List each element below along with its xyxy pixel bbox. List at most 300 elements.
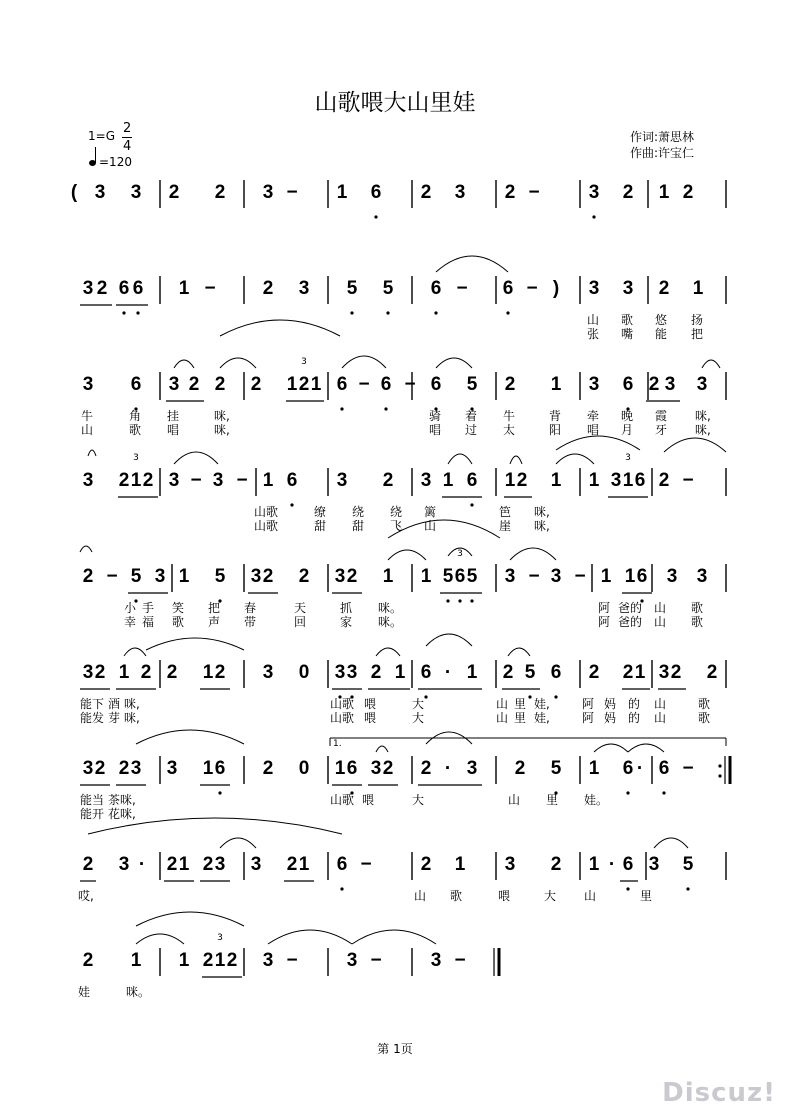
- low-octave-dot: [136, 311, 139, 314]
- note: 5: [214, 566, 226, 587]
- note: 3: [298, 278, 310, 299]
- lyricist-credit: 作词:萧思林: [630, 130, 695, 144]
- lyric: 山: [654, 697, 667, 711]
- note: 3: [154, 566, 166, 587]
- note: 2: [214, 374, 226, 395]
- lyric: 娃,: [534, 697, 550, 711]
- lyric: 咪。: [378, 601, 403, 615]
- lyric: 角: [129, 409, 142, 423]
- lyric: 幸: [124, 615, 137, 629]
- note: 1: [550, 374, 562, 395]
- slur: [136, 730, 244, 744]
- lyric: 牛: [81, 409, 94, 423]
- lyric: 咪,: [124, 697, 140, 711]
- low-octave-dot: [340, 887, 343, 890]
- note: 3: [82, 758, 94, 779]
- lyric: 哎,: [78, 889, 94, 903]
- note: 3: [430, 950, 442, 971]
- note: 3: [214, 854, 226, 875]
- lyric: 牙: [655, 423, 668, 437]
- repeat-dot: [718, 774, 721, 777]
- lyric: 骑: [429, 409, 442, 423]
- lyric: 山: [654, 711, 667, 725]
- lyric: 山: [508, 793, 521, 807]
- slur: [80, 546, 92, 552]
- note: 1: [178, 566, 190, 587]
- note: 3: [130, 182, 142, 203]
- note: −: [360, 854, 372, 875]
- note: 2: [202, 854, 214, 875]
- note: 6: [130, 374, 142, 395]
- slur: [510, 548, 556, 560]
- triplet-mark: 3: [217, 933, 223, 943]
- note: 1: [634, 662, 646, 683]
- note: 2: [502, 662, 514, 683]
- note: −: [204, 278, 216, 299]
- note: (: [70, 182, 78, 203]
- note: 3: [346, 662, 358, 683]
- lyric: 飞: [390, 519, 403, 533]
- lyric: 大: [412, 711, 425, 725]
- low-octave-dot: [424, 695, 427, 698]
- low-octave-dot: [626, 887, 629, 890]
- slur: [352, 930, 436, 944]
- note: 3: [334, 566, 346, 587]
- slur: [436, 358, 472, 368]
- note: 6: [622, 374, 634, 395]
- note: 2: [168, 182, 180, 203]
- lyric: 太: [503, 423, 516, 437]
- note: −: [528, 182, 540, 203]
- note: 2: [214, 182, 226, 203]
- lyric: 咪,: [695, 423, 711, 437]
- note: 2: [370, 662, 382, 683]
- note: 3: [622, 278, 634, 299]
- low-octave-dot: [626, 791, 629, 794]
- note: 2: [648, 374, 660, 395]
- note: −: [456, 278, 468, 299]
- lyric: 娃: [78, 985, 91, 999]
- slur: [174, 360, 194, 368]
- note: 3: [696, 566, 708, 587]
- slur: [376, 746, 388, 752]
- note: ·: [138, 854, 146, 875]
- lyric: 能下: [80, 697, 105, 711]
- note: 1: [262, 470, 274, 491]
- lyric: 能当: [80, 793, 105, 807]
- note: ·: [444, 758, 452, 779]
- lyric: 歌: [450, 889, 463, 903]
- slur: [174, 452, 218, 464]
- note: 2: [658, 278, 670, 299]
- lyric: 山: [81, 423, 94, 437]
- note: 2: [420, 758, 432, 779]
- note: 6: [420, 662, 432, 683]
- note: 1: [130, 470, 142, 491]
- note: 2: [298, 374, 310, 395]
- note: 6: [454, 566, 466, 587]
- lyric: 歌: [698, 697, 711, 711]
- lyric: 茶咪,: [108, 793, 136, 807]
- lyric: 缭: [314, 505, 327, 519]
- lyric: 阿: [598, 615, 611, 629]
- lyric: 挂: [167, 409, 180, 423]
- lyric: 山: [587, 313, 600, 327]
- lyric: 能开: [80, 807, 105, 821]
- note: 1: [442, 470, 454, 491]
- note: 3: [118, 854, 130, 875]
- lyric: 喂: [362, 793, 375, 807]
- lyric: 歌: [691, 615, 704, 629]
- note: −: [358, 374, 370, 395]
- note: 1: [178, 854, 190, 875]
- note: 5: [682, 854, 694, 875]
- note: 2: [382, 470, 394, 491]
- low-octave-dot: [350, 311, 353, 314]
- song-title: 山歌喂大山里娃: [314, 90, 476, 116]
- slur: [146, 638, 244, 650]
- lyric: 带: [244, 615, 257, 629]
- note: 1: [130, 950, 142, 971]
- lyric: 霞: [655, 409, 668, 423]
- lyric: 悠: [655, 313, 668, 327]
- note: 2: [94, 662, 106, 683]
- note: 1: [588, 758, 600, 779]
- note: 5: [524, 662, 536, 683]
- note: 2: [658, 470, 670, 491]
- note: 2: [214, 662, 226, 683]
- note: 3: [168, 470, 180, 491]
- note: 3: [420, 470, 432, 491]
- lyric: 爸的: [618, 601, 643, 615]
- time-signature-top: 2: [123, 121, 132, 136]
- note: 6: [380, 374, 392, 395]
- slur: [220, 358, 256, 368]
- note: 1: [214, 950, 226, 971]
- note: −: [190, 470, 202, 491]
- slur: [376, 648, 400, 656]
- lyric: 娃,: [534, 711, 550, 725]
- note: 1: [298, 854, 310, 875]
- note: 3: [82, 278, 94, 299]
- note: 3: [658, 662, 670, 683]
- note: 2: [382, 758, 394, 779]
- lyric: 喂: [364, 697, 377, 711]
- note: 0: [298, 662, 310, 683]
- lyric: 山: [414, 889, 427, 903]
- slur: [510, 456, 522, 464]
- note: 3: [262, 950, 274, 971]
- note: 0: [298, 758, 310, 779]
- low-octave-dot: [290, 503, 293, 506]
- note: 2: [202, 950, 214, 971]
- note: 2: [262, 278, 274, 299]
- note: ·: [444, 662, 452, 683]
- note: 5: [382, 278, 394, 299]
- lyric: 山歌: [254, 505, 279, 519]
- forum-watermark: Discuz!: [662, 1078, 776, 1108]
- note: 1: [118, 662, 130, 683]
- triplet-mark: 3: [457, 549, 463, 559]
- note: 6: [430, 374, 442, 395]
- lyric: 笑: [172, 601, 185, 615]
- volta-label: 1.: [333, 739, 342, 749]
- note: 2: [96, 278, 108, 299]
- low-octave-dot: [592, 215, 595, 218]
- lyric: 歌: [698, 711, 711, 725]
- note: 6: [346, 758, 358, 779]
- note: 3: [588, 374, 600, 395]
- note: 2: [166, 662, 178, 683]
- note: 6: [214, 758, 226, 779]
- note: 6: [622, 854, 634, 875]
- note: 1: [600, 566, 612, 587]
- note: 2: [504, 182, 516, 203]
- note: 6: [658, 758, 670, 779]
- lyric: 着: [465, 409, 478, 423]
- lyric: 小: [124, 601, 137, 615]
- slur: [556, 436, 640, 450]
- note: 3: [588, 182, 600, 203]
- low-octave-dot: [662, 791, 665, 794]
- note: 3: [94, 182, 106, 203]
- note: 6: [634, 470, 646, 491]
- lyric: 山: [584, 889, 597, 903]
- lyric: 晚: [621, 409, 634, 423]
- slur: [388, 520, 500, 538]
- low-octave-dot: [506, 311, 509, 314]
- lyric: 里: [514, 711, 527, 725]
- lyric: 阳: [549, 423, 562, 437]
- slur: [388, 550, 426, 560]
- lyric: 把: [691, 327, 704, 341]
- lyric: 甜: [352, 519, 365, 533]
- note: 3: [504, 854, 516, 875]
- note: 1: [310, 374, 322, 395]
- lyric: 张: [587, 327, 600, 341]
- note: 2: [514, 758, 526, 779]
- triplet-mark: 3: [625, 453, 631, 463]
- lyric: 月: [621, 423, 634, 437]
- slur: [654, 838, 688, 848]
- note: −: [526, 278, 538, 299]
- lyric: 天: [294, 601, 307, 615]
- lyric: 山: [496, 697, 509, 711]
- note: 3: [610, 470, 622, 491]
- note: −: [236, 470, 248, 491]
- lyric: 咪,: [534, 505, 550, 519]
- note: 2: [622, 182, 634, 203]
- lyric: 咪,: [695, 409, 711, 423]
- note: 5: [550, 758, 562, 779]
- low-octave-dot: [446, 599, 449, 602]
- note: −: [682, 470, 694, 491]
- composer-credit: 作曲:许宝仁: [630, 146, 695, 160]
- note: 6: [370, 182, 382, 203]
- lyric: 歌: [129, 423, 142, 437]
- note: 1: [588, 470, 600, 491]
- lyric: 山歌: [254, 519, 279, 533]
- low-octave-dot: [374, 215, 377, 218]
- lyric: 山: [496, 711, 509, 725]
- note: 3: [504, 566, 516, 587]
- note: −: [370, 950, 382, 971]
- note: −: [404, 374, 416, 395]
- lyric: 牛: [503, 409, 516, 423]
- note: 1: [382, 566, 394, 587]
- lyric: 山歌: [330, 697, 355, 711]
- note: −: [682, 758, 694, 779]
- lyric: 牵: [587, 409, 600, 423]
- lyric: 里: [640, 889, 653, 903]
- note: 6: [336, 854, 348, 875]
- lyric: 歌: [621, 313, 634, 327]
- note: 6: [502, 278, 514, 299]
- low-octave-dot: [340, 407, 343, 410]
- note: 2: [420, 182, 432, 203]
- note: 6: [336, 374, 348, 395]
- note: 3: [82, 470, 94, 491]
- lyric: 嘴: [621, 327, 634, 341]
- note: 3: [262, 662, 274, 683]
- note: 3: [466, 758, 478, 779]
- low-octave-dot: [470, 503, 473, 506]
- note: 1: [394, 662, 406, 683]
- time-signature-bottom: 4: [123, 139, 132, 154]
- lyric: 爸的: [618, 615, 643, 629]
- note: 1: [178, 950, 190, 971]
- key-signature: 1=G: [88, 129, 115, 143]
- note: −: [286, 950, 298, 971]
- note: 1: [202, 758, 214, 779]
- note: 1: [504, 470, 516, 491]
- lyric: 唱: [429, 423, 442, 437]
- lyric: 妈: [604, 697, 617, 711]
- note: 6: [550, 662, 562, 683]
- note: −: [454, 950, 466, 971]
- note: 2: [140, 662, 152, 683]
- low-octave-dot: [458, 599, 461, 602]
- note: 2: [504, 374, 516, 395]
- note: 1: [692, 278, 704, 299]
- note: 6: [118, 278, 130, 299]
- lyric: 绕: [390, 505, 403, 519]
- note: 2: [420, 854, 432, 875]
- low-octave-dot: [528, 695, 531, 698]
- note: 2: [82, 566, 94, 587]
- note: 3: [250, 854, 262, 875]
- lyric: 笆: [499, 505, 512, 519]
- slur: [594, 744, 628, 752]
- lyric: 把: [208, 601, 221, 615]
- lyric: 山: [424, 519, 437, 533]
- note: 5: [346, 278, 358, 299]
- lyric: 阿: [598, 601, 611, 615]
- note: 3: [664, 374, 676, 395]
- note: 1: [466, 662, 478, 683]
- lyric: 回: [294, 615, 307, 629]
- note: −: [528, 566, 540, 587]
- note: 2: [346, 566, 358, 587]
- note: 3: [550, 566, 562, 587]
- lyric: 绕: [352, 505, 365, 519]
- note: −: [106, 566, 118, 587]
- repeat-dot: [718, 764, 721, 767]
- low-octave-dot: [434, 311, 437, 314]
- lyric: 大: [544, 889, 557, 903]
- slur: [220, 838, 256, 848]
- lyric: 芽: [108, 711, 121, 725]
- lyric: 的: [628, 697, 641, 711]
- lyric: 能发: [80, 711, 105, 725]
- note: 3: [588, 278, 600, 299]
- lyric: 声: [208, 615, 221, 629]
- lyric: 娃。: [584, 793, 609, 807]
- lyric: 歌: [172, 615, 185, 629]
- lyric: 春: [244, 601, 257, 615]
- triplet-mark: 3: [301, 357, 307, 367]
- note: 2: [298, 566, 310, 587]
- note: 3: [130, 758, 142, 779]
- lyric: 咪,: [124, 711, 140, 725]
- note: 1: [202, 662, 214, 683]
- lyric: 花咪,: [108, 807, 136, 821]
- lyric: 山: [654, 615, 667, 629]
- note: 6: [132, 278, 144, 299]
- note: 6: [636, 566, 648, 587]
- low-octave-dot: [384, 407, 387, 410]
- lyric: 过: [465, 423, 478, 437]
- lyric: 抓: [340, 601, 353, 615]
- slur: [628, 744, 664, 752]
- lyric: 篱: [424, 505, 437, 519]
- lyric: 喂: [364, 711, 377, 725]
- lyric: 山歌: [330, 711, 355, 725]
- low-octave-dot: [386, 311, 389, 314]
- note: 3: [648, 854, 660, 875]
- note: 3: [346, 950, 358, 971]
- lyric: 歌: [691, 601, 704, 615]
- low-octave-dot: [122, 311, 125, 314]
- note: 5: [442, 566, 454, 587]
- note: 1: [550, 470, 562, 491]
- note: 2: [118, 758, 130, 779]
- lyric: 的: [628, 711, 641, 725]
- note: 2: [682, 182, 694, 203]
- note: 2: [250, 374, 262, 395]
- lyric: 甜: [314, 519, 327, 533]
- lyric: 崖: [499, 519, 512, 533]
- note: 2: [670, 662, 682, 683]
- lyric: 大: [412, 697, 425, 711]
- lyric: 家: [340, 615, 353, 629]
- note: 3: [696, 374, 708, 395]
- note: 2: [516, 470, 528, 491]
- note: 1: [588, 854, 600, 875]
- note: 6: [466, 470, 478, 491]
- slur: [508, 648, 530, 656]
- low-octave-dot: [686, 887, 689, 890]
- note: 2: [142, 470, 154, 491]
- note: 3: [168, 374, 180, 395]
- note: 3: [82, 374, 94, 395]
- note: 2: [118, 470, 130, 491]
- note: 3: [250, 566, 262, 587]
- note: 1: [454, 854, 466, 875]
- note: 3: [166, 758, 178, 779]
- note: 2: [262, 566, 274, 587]
- note: 3: [262, 182, 274, 203]
